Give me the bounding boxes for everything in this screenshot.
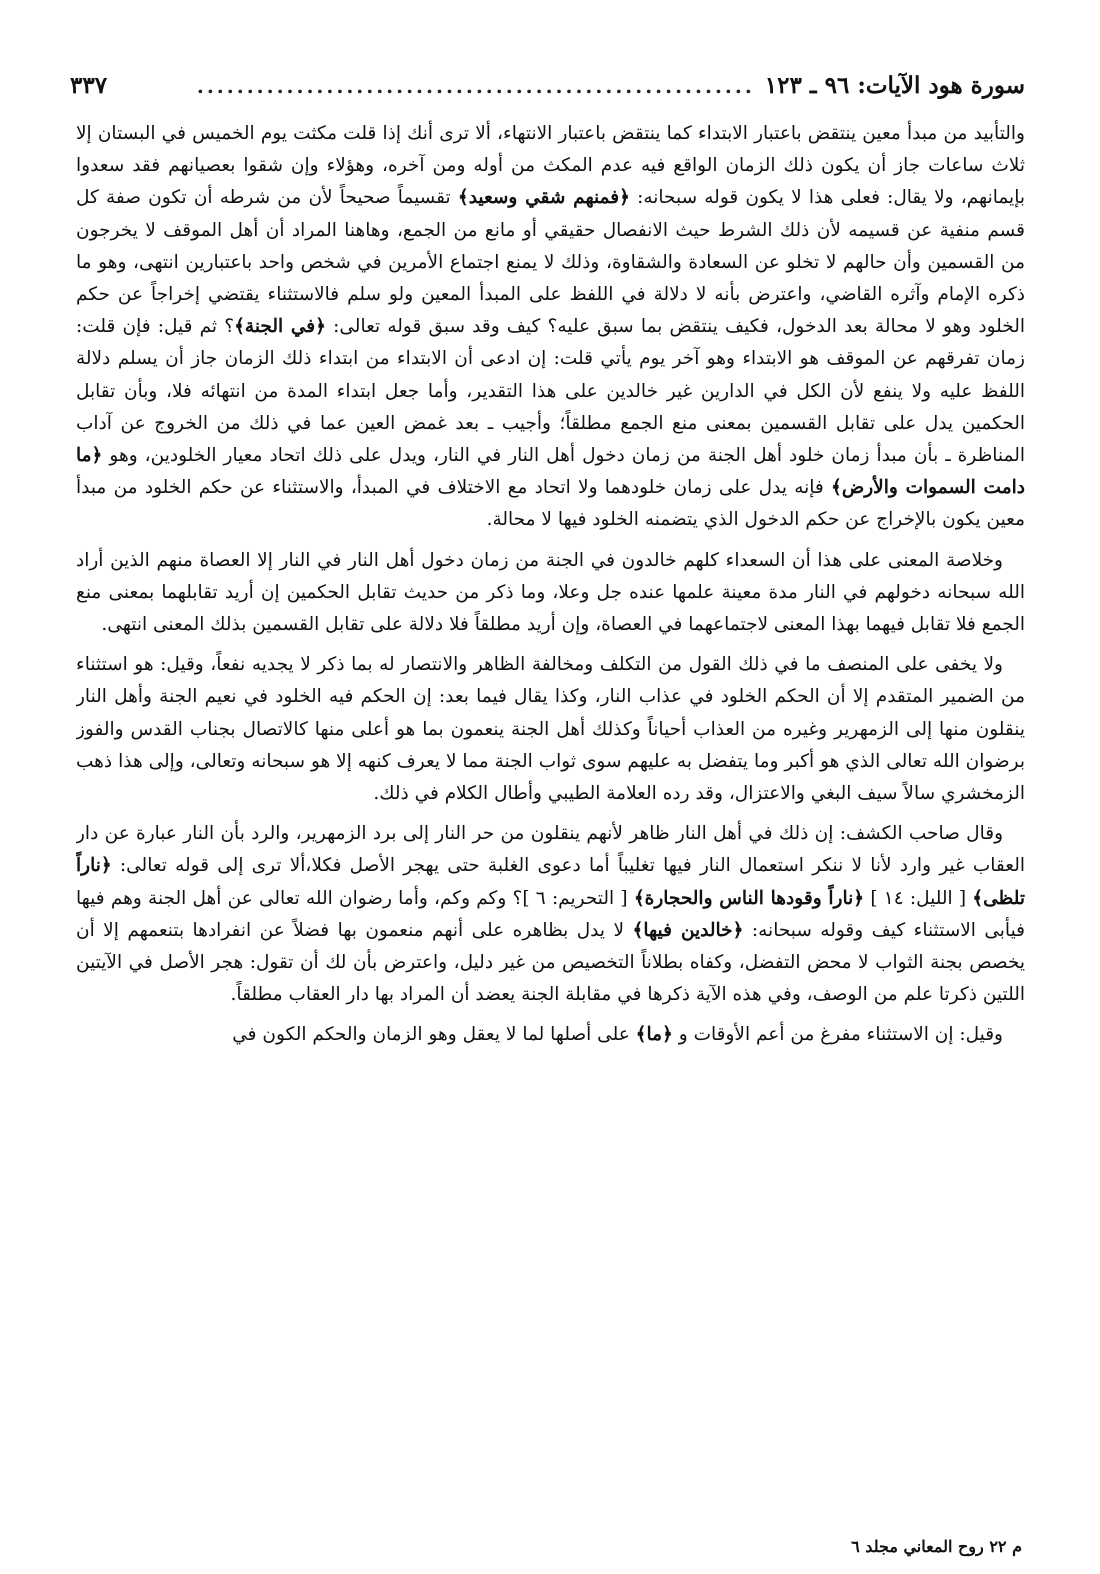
page-body xyxy=(76,118,1025,1504)
paragraph xyxy=(76,545,1025,642)
paragraph xyxy=(76,1019,1025,1051)
quran-quote: ﴿فمنهم شقي وسعيد﴾ xyxy=(457,187,630,209)
paragraph-text: وخلاصة المعنى على هذا أن السعداء كلهم خالدون في الجنة من زمان دخول أهل النار في النار إلا العصاة منهم الذين أراد الله سبحانه دخولهم في النار مدة معينة علمها عنده جل وعلا، وما ذكر من حديث تقابل الحكمين إن أريد تقابلهما بمعنى منع الجمع فلا تقابل فيهما بهذا المعنى لاجتماعهما في العصاة، وإن أريد مطلقاً فلا دلالة على تقابل القسمين بذلك المعنى انتهى. xyxy=(76,549,1025,636)
paragraph xyxy=(76,118,1025,537)
quran-quote: ﴿في الجنة﴾ xyxy=(234,316,326,338)
paragraph-text: ؟ ثم قيل: فإن قلت: زمان تفرقهم عن الموقف هو الابتداء وهو آخر يوم يأتي قلت: إن ادعى أن الابتداء من ابتداء ذلك الزمان جاز أن يسلم دلالة اللفظ عليه ولا ينفع لأن الكل في الدارين غير خالدين على هذا التقدير، وأما جعل ابتداء المدة من انتهائه فلا، وبأن تقابل الحكمين يدل على تقابل القسمين بمعنى منع الجمع مطلقاً؛ وأجيب ـ بعد غمض العين عما في ذلك من الخروج عن آداب المناظرة ـ بأن مبدأ زمان خلود أهل الجنة من زمان دخول أهل النار في النار، ويدل على ذلك اتحاد معيار الخلودين، وهو xyxy=(76,316,1025,467)
paragraph-text: والتأبيد من مبدأ معين ينتقض باعتبار الابتداء كما ينتقض باعتبار الانتهاء، ألا ترى أنك إذا قلت مكثت يوم الخميس في البستان إلا ثلاث ساعات جاز أن يكون ذلك الزمان الواقع فيه عدم المكث من أوله ومن آخره، وهؤلاء وإن شقوا بعصيانهم فقد سعدوا بإيمانهم، ولا يقال: فعلى هذا لا يكون قوله سبحانه: xyxy=(76,123,1025,209)
paragraph-text: لا يدل بظاهره على أنهم منعمون بها فضلاً عن انفرادها بتنعمهم إلا أن يخصص بجنة الثواب لا محض التفضل، وكفاه بطلاناً التخصيص من غير دليل، واعترض بأن لك أن تقول: هجر الأصل في الآيتين اللتين ذكرتا علم من الوصف، وفي هذه الآية ذكرها في مقابلة الجنة يعضد أن المراد بها دار العقاب مطلقاً. xyxy=(76,919,1025,1006)
page-header xyxy=(70,72,1025,108)
quran-quote: ﴿ما دامت السموات والأرض﴾ xyxy=(76,445,1025,499)
paragraph-text: على أصلها لما لا يعقل وهو الزمان والحكم الكون في xyxy=(232,1024,636,1046)
paragraph xyxy=(76,818,1025,1011)
paragraph xyxy=(76,649,1025,810)
page-number: ٣٣٧ xyxy=(70,72,108,99)
paragraph-text: تقسيماً صحيحاً لأن من شرطه أن تكون صفة كل قسم منفية عن قسيمه لأن ذلك الشرط حيث الانفصال حقيقي أو مانع من الجمع، وهاهنا المراد أن أهل الموقف لا يخرجون من القسمين وأن حالهم لا تخلو عن السعادة والشقاوة، وذلك لا يمنع اجتماع الأمرين في شخص واحد باعتبارين انتهى، وهو ما ذكره الإمام وآثره القاضي، واعترض بأنه لا دلالة في اللفظ على المبدأ المعين ولو سلم فالاستثناء يقتضي إخراجاً عن حكم الخلود وهو لا محالة بعد الدخول، فكيف ينتقض بما سبق عليه؟ كيف وقد سبق قوله تعالى: xyxy=(76,187,1025,338)
signature-mark: م ٢٢ روح المعاني مجلد ٦ xyxy=(851,1537,1022,1556)
leader-dots: ........................................................ xyxy=(196,74,755,98)
paragraph-text: فإنه يدل على زمان خلودهما ولا اتحاد مع الاختلاف في المبدأ، والاستثناء عن حكم الخلود من مبدأ معين يكون بالإخراج عن حكم الدخول الذي يتضمنه الخلود فيها لا محالة. xyxy=(76,477,1025,531)
paragraph-text: [ الليل: ١٤ ] xyxy=(864,887,973,909)
paragraph-text: [ التحريم: ٦ ]؟ وكم وكم، وأما رضوان الله تعالى عن أهل الجنة وهم فيها فيأبى الاستثناء كيف وقوله سبحانه: xyxy=(76,887,1025,941)
quran-quote: ﴿ناراً تلظى﴾ xyxy=(76,855,1025,909)
quran-quote: ﴿خالدين فيها﴾ xyxy=(632,919,744,941)
quran-quote: ﴿ناراً وقودها الناس والحجارة﴾ xyxy=(633,887,865,909)
quran-quote: ﴿ما﴾ xyxy=(635,1024,673,1046)
paragraph-text: وقيل: إن الاستثناء مفرغ من أعم الأوقات و xyxy=(672,1024,1003,1046)
running-title: سورة هود الآيات: ٩٦ ـ ١٢٣ xyxy=(764,72,1025,99)
paragraph-text: ولا يخفى على المنصف ما في ذلك القول من التكلف ومخالفة الظاهر والانتصار له بما ذكر لا يجديه نفعاً، وقيل: هو استثناء من الضمير المتقدم إلا أن الحكم الخلود في عذاب النار، وكذا يقال فيما بعد: إن الحكم فيه الخلود في نعيم الجنة وأهل النار ينقلون منها إلى الزمهرير وغيره من العذاب أحياناً وكذلك أهل الجنة ينعمون بما هو أعلى منها كالاتصال بجناب القدس والفوز برضوان الله تعالى الذي هو أكبر وما يتفضل به عليهم سوى ثواب الجنة مما لا يعرف كنهه إلا هو سبحانه وتعالى، وإلى هذا ذهب الزمخشري سالاً سيف البغي والاعتزال، وقد رده العلامة الطيبي وأطال الكلام في ذلك. xyxy=(76,654,1025,805)
paragraph-text: وقال صاحب الكشف: إن ذلك في أهل النار ظاهر لأنهم ينقلون من حر النار إلى برد الزمهرير، والرد بأن النار عبارة عن دار العقاب غير وارد لأنا لا ننكر استعمال النار فيها تغليباً أما دعوى الغلبة حتى يهجر الأصل فكلا،ألا ترى إلى قوله تعالى: xyxy=(76,823,1025,877)
